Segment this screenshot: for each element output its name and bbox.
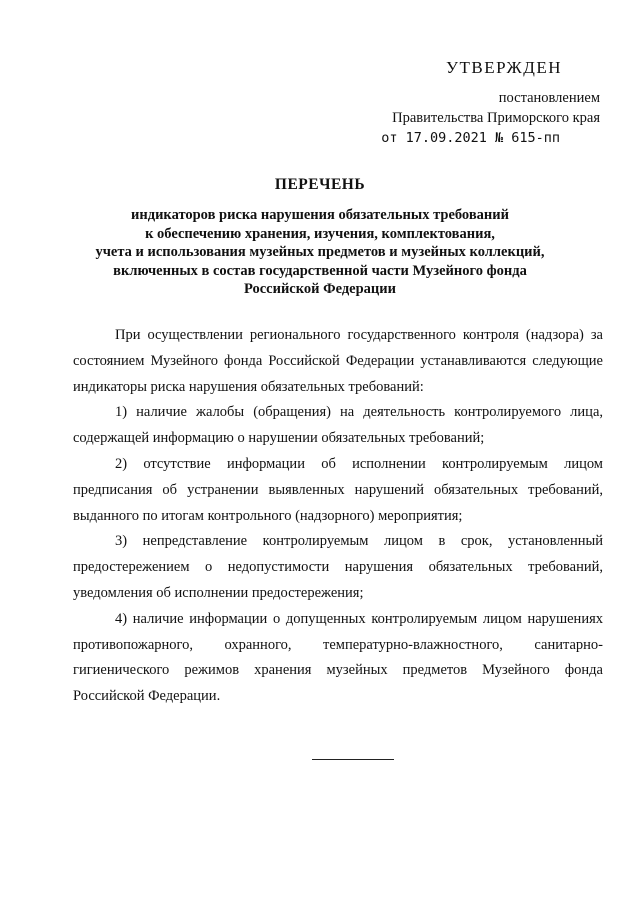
indicator-item-3: 3) непредставление контролируемым лицом в срок, установленный предостережением о недопустимости нарушения обязательных требований, уведомления об исполнении предостережения; <box>73 533 603 601</box>
document-subtitle-line: к обеспечению хранения, изучения, комплектования, <box>145 225 495 242</box>
document-title: ПЕРЕЧЕНЬ <box>274 176 366 193</box>
indicator-item-2: 2) отсутствие информации об исполнении контролируемым лицом предписания об устранении выявленных нарушений обязательных требований, выданного по итогам контрольного (надзорного) мероприятия; <box>73 455 603 524</box>
intro-paragraph: При осуществлении регионального государственного контроля (надзора) за состоянием Музейного фонда Российской Федерации устанавливаются следующие индикаторы риска нарушения обязательных требований: <box>73 327 603 395</box>
indicator-item-4: 4) наличие информации о допущенных контролируемым лицом нарушениях противопожарного, охранного, температурно-влажностного, санитарно-гигиенического режимов хранения музейных предметов Музейного фонда Российской Федерации. <box>73 610 603 705</box>
document-heading <box>70 176 570 299</box>
document-subtitle-line: Российской Федерации <box>243 281 396 297</box>
approval-line-government: Правительства Приморского края <box>392 110 600 126</box>
document-subtitle-line: индикаторов риска нарушения обязательных требований <box>131 207 509 223</box>
document-subtitle-line: учета и использования музейных предметов и музейных коллекций, <box>95 244 545 260</box>
document-subtitle-line: включенных в состав государственной части Музейного фонда <box>113 262 527 279</box>
approval-heading: УТВЕРЖДЕН <box>446 58 562 77</box>
document-body <box>73 323 603 710</box>
approval-block <box>360 58 600 148</box>
indicator-item-1: 1) наличие жалобы (обращения) на деятельность контролируемого лица, содержащей информацию о нарушении обязательных требований; <box>73 404 603 447</box>
approval-date-number: от 17.09.2021 № 615-пп <box>381 130 560 146</box>
end-divider <box>312 759 394 760</box>
approval-line-decree: постановлением <box>498 90 600 106</box>
